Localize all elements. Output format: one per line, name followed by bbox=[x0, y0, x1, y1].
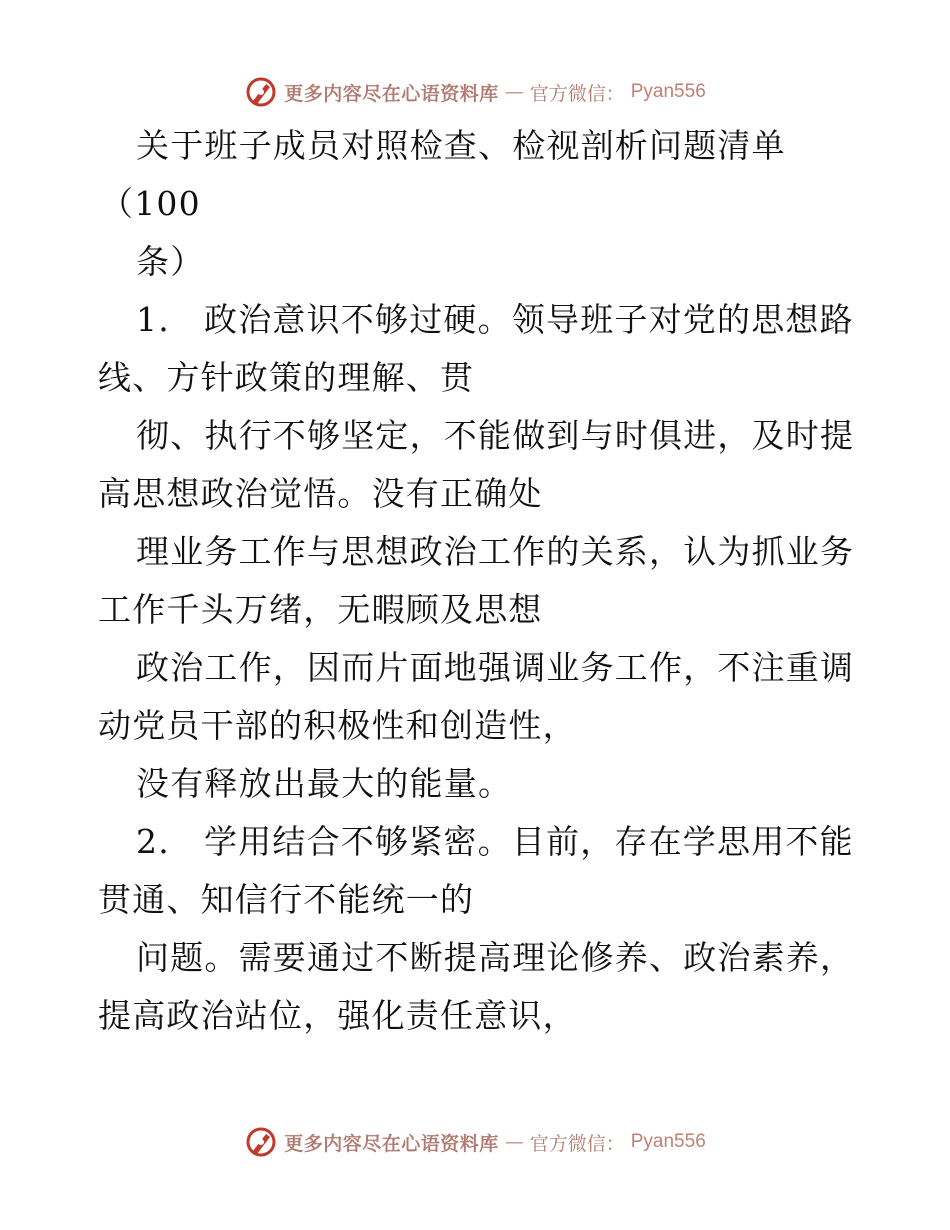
pen-logo-icon bbox=[244, 1125, 278, 1159]
list-item-2-line: 问题。需要通过不断提高理论修养、政治素养， bbox=[136, 938, 855, 977]
list-item-1-line: 理业务工作与思想政治工作的关系，认为抓业务 bbox=[136, 532, 855, 571]
list-item-1-line: 线、方针政策的理解、贯 bbox=[98, 358, 475, 397]
list-item-1-line: 工作千头万绪，无暇顾及思想 bbox=[98, 590, 543, 629]
watermark-id: Pyan556 bbox=[630, 81, 706, 102]
list-item-2-first-line bbox=[136, 822, 854, 866]
list-item-1-line: 没有释放出最大的能量。 bbox=[136, 764, 513, 803]
watermark-separator: — bbox=[504, 81, 524, 103]
watermark-label: 官方微信： bbox=[529, 1132, 625, 1155]
watermark-text: 更多内容尽在心语资料库 bbox=[284, 1132, 499, 1155]
watermark-separator: — bbox=[504, 1131, 524, 1153]
list-item-1-line: 动党员干部的积极性和创造性， bbox=[98, 706, 577, 745]
document-title-line-2: （100 bbox=[100, 184, 201, 223]
watermark-group bbox=[244, 1125, 706, 1159]
list-item-2-number: 2. bbox=[136, 822, 170, 861]
watermark-text: 更多内容尽在心语资料库 bbox=[284, 82, 499, 105]
pen-logo-icon bbox=[244, 75, 278, 109]
watermark-group bbox=[244, 75, 706, 109]
watermark-id: Pyan556 bbox=[630, 1131, 706, 1152]
header-watermark bbox=[0, 72, 950, 112]
list-item-1-line: 高思想政治觉悟。没有正确处 bbox=[98, 474, 543, 513]
footer-watermark bbox=[0, 1122, 950, 1162]
list-item-2-line: 提高政治站位，强化责任意识， bbox=[98, 996, 577, 1035]
watermark-label: 官方微信： bbox=[529, 82, 625, 105]
list-item-1-text: 政治意识不够过硬。领导班子对党的思想路 bbox=[204, 300, 854, 339]
list-item-2-text: 学用结合不够紧密。目前，存在学思用不能 bbox=[204, 822, 854, 861]
document-title-line-3: 条） bbox=[136, 242, 205, 281]
document-title-line-1: 关于班子成员对照检查、检视剖析问题清单 bbox=[136, 126, 786, 165]
list-item-2-line: 贯通、知信行不能统一的 bbox=[98, 880, 475, 919]
list-item-1-line: 政治工作，因而片面地强调业务工作，不注重调 bbox=[136, 648, 855, 687]
list-item-1-line: 彻、执行不够坚定，不能做到与时俱进，及时提 bbox=[136, 416, 855, 455]
list-item-1-number: 1. bbox=[136, 300, 170, 339]
list-item-1-first-line bbox=[136, 300, 854, 344]
